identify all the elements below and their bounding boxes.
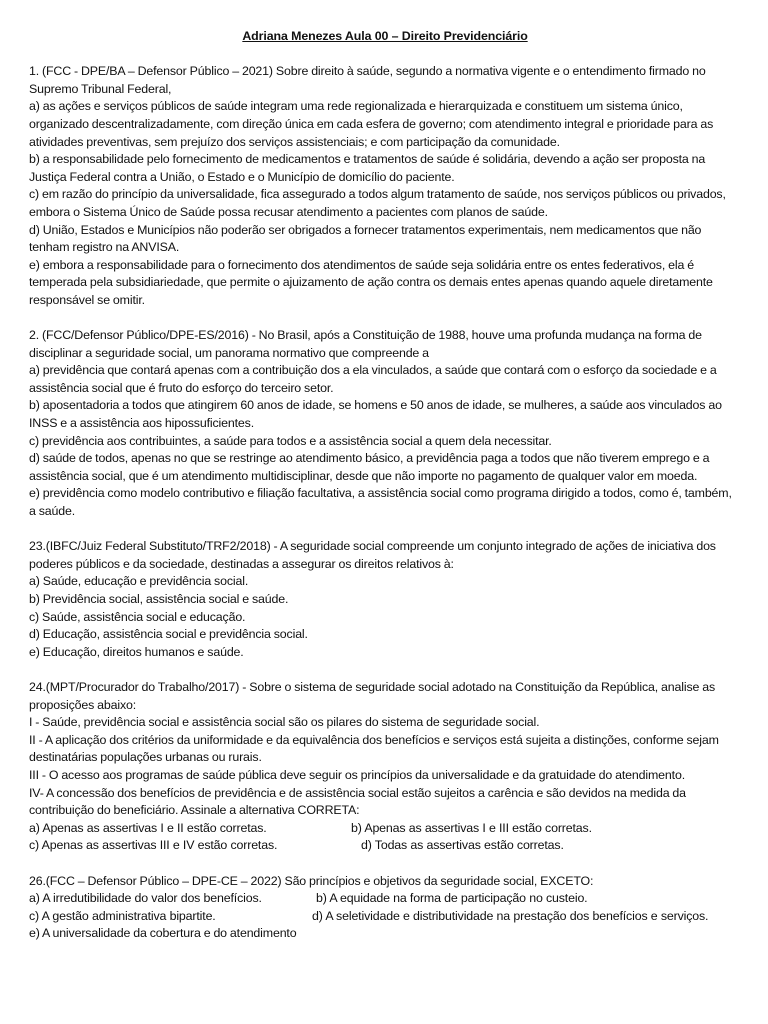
question-26-option-d: d) A seletividade e distributividade na prestação dos benefícios e serviços.: [312, 908, 709, 923]
question-24-option-a: a) Apenas as assertivas I e II estão corretas.: [29, 820, 267, 835]
question-23: [29, 538, 741, 661]
question-1: [29, 63, 741, 309]
question-24-options-row-1: [29, 820, 741, 838]
question-1-stem: 1. (FCC - DPE/BA – Defensor Público – 2021) Sobre direito à saúde, segundo a normativa vigente e o entendimento firmado no Supremo Tribunal Federal,: [29, 64, 706, 96]
question-26-option-c: c) A gestão administrativa bipartite.: [29, 908, 216, 923]
question-24-option-c: c) Apenas as assertivas III e IV estão corretas.: [29, 838, 278, 853]
question-26-options-row-2: [29, 908, 741, 926]
question-26-option-a: a) A irredutibilidade do valor dos benefícios.: [29, 891, 262, 906]
question-26: [29, 873, 741, 943]
question-23-option-c: c) Saúde, assistência social e educação.: [29, 609, 246, 624]
question-1-option-b: b) a responsabilidade pelo fornecimento de medicamentos e tratamentos de saúde é solidária, devendo a ação ser proposta na Justiça Federal contra a União, o Estado e o Município de domicílio do paciente.: [29, 152, 706, 184]
question-1-option-d: d) União, Estados e Municípios não poderão ser obrigados a fornecer tratamentos experimentais, nem medicamentos que não tenham registro na ANVISA.: [29, 222, 702, 255]
question-23-option-e: e) Educação, direitos humanos e saúde.: [29, 644, 244, 659]
question-2-option-d: d) saúde de todos, apenas no que se restringe ao atendimento básico, a previdência paga a todos que não tiverem emprego e a assistência social, que é um atendimento multidisciplinar, desde que não importe no pagamento de qualquer valor em moeda.: [29, 451, 710, 483]
question-24: [29, 679, 741, 855]
question-1-option-c: c) em razão do princípio da universalidade, fica assegurado a todos algum tratamento de saúde, nos serviços públicos ou privados, embora o Sistema Único de Saúde possa recusar atendimento a pacientes com planos de saúde.: [29, 187, 726, 219]
question-26-option-b: b) A equidade na forma de participação no custeio.: [316, 891, 588, 906]
question-23-stem: 23.(IBFC/Juiz Federal Substituto/TRF2/2018) - A seguridade social compreende um conjunto integrado de ações de iniciativa dos poderes públicos e da sociedade, destinadas a assegurar os direitos relativos à:: [29, 539, 716, 571]
question-24-option-d: d) Todas as assertivas estão corretas.: [361, 838, 564, 853]
question-2: [29, 327, 741, 521]
question-26-stem: 26.(FCC – Defensor Público – DPE-CE – 2022) São princípios e objetivos da seguridade social, EXCETO:: [29, 873, 594, 888]
question-24-option-b: b) Apenas as assertivas I e III estão corretas.: [351, 820, 592, 835]
question-1-option-e: e) embora a responsabilidade para o fornecimento dos atendimentos de saúde seja solidária entre os entes federativos, ela é temperada pela subsidiariedade, que permite o ajuizamento de ação contra os demais entes apenas quando aquele diretamente responsável se omitir.: [29, 257, 713, 307]
question-26-options-row-1: [29, 890, 741, 908]
question-26-option-e: e) A universalidade da cobertura e do atendimento: [29, 926, 297, 941]
question-24-item-iv: IV- A concessão dos benefícios de previdência e de assistência social estão sujeitos a carência e são devidos na medida da contribuição do beneficiário. Assinale a alternativa CORRETA:: [29, 785, 686, 818]
document-title: Adriana Menezes Aula 00 – Direito Previdenciário: [242, 29, 528, 43]
question-2-option-c: c) previdência aos contribuintes, a saúde para todos e a assistência social a quem dela necessitar.: [29, 433, 552, 448]
question-2-option-a: a) previdência que contará apenas com a contribuição dos a ela vinculados, a saúde que contará com o esforço da sociedade e a assistência social que é fruto do esforço do terceiro setor.: [29, 363, 717, 395]
document-page: [29, 28, 741, 960]
question-2-option-b: b) aposentadoria a todos que atingirem 60 anos de idade, se homens e 50 anos de idade, se mulheres, a saúde aos vinculados ao INSS e a assistência aos hipossuficientes.: [29, 398, 722, 431]
question-24-stem: 24.(MPT/Procurador do Trabalho/2017) - Sobre o sistema de seguridade social adotado na Constituição da República, analise as proposições abaixo:: [29, 679, 716, 712]
question-23-option-a: a) Saúde, educação e previdência social.: [29, 574, 249, 589]
question-2-option-e: e) previdência como modelo contributivo e filiação facultativa, a assistência social como programa dirigido a todos, como é, também, a saúde.: [29, 486, 732, 519]
question-24-item-i: I - Saúde, previdência social e assistência social são os pilares do sistema de seguridade social.: [29, 715, 540, 730]
question-24-options-row-2: [29, 837, 741, 855]
question-24-item-iii: III - O acesso aos programas de saúde pública deve seguir os princípios da universalidade e da gratuidade do atendimento.: [29, 767, 685, 782]
question-23-option-d: d) Educação, assistência social e previdência social.: [29, 627, 308, 642]
question-1-option-a: a) as ações e serviços públicos de saúde integram uma rede regionalizada e hierarquizada e constituem um sistema único, organizado descentralizadamente, com direção única em cada esfera de governo; com atendimento integral e prioridade para as atividades preventivas, sem prejuízo dos serviços assistenciais; e com participação da comunidade.: [29, 99, 714, 149]
question-2-stem: 2. (FCC/Defensor Público/DPE-ES/2016) - No Brasil, após a Constituição de 1988, houve uma profunda mudança na forma de disciplinar a seguridade social, um panorama normativo que compreende a: [29, 328, 702, 360]
question-23-option-b: b) Previdência social, assistência social e saúde.: [29, 592, 289, 606]
question-24-item-ii: II - A aplicação dos critérios da uniformidade e da equivalência dos benefícios e serviços está sujeita a distinções, conforme sejam destinatárias populações urbanas ou rurais.: [29, 732, 719, 765]
